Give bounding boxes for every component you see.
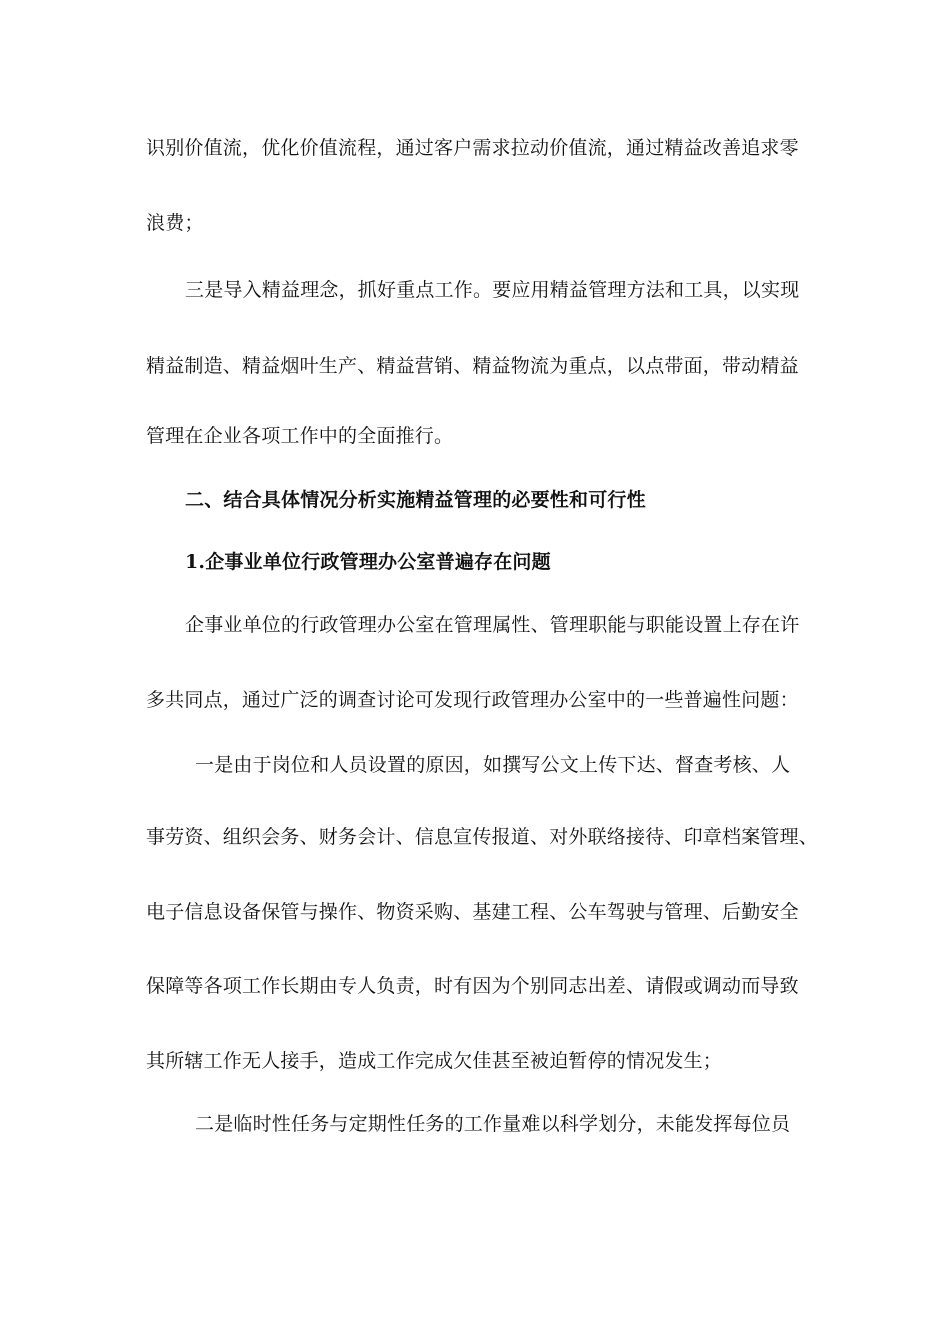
text-line: 管理在企业各项工作中的全面推行。 xyxy=(146,425,454,447)
text-line: 精益制造、精益烟叶生产、精益营销、精益物流为重点，以点带面，带动精益 xyxy=(146,355,799,377)
text-line: 识别价值流，优化价值流程，通过客户需求拉动价值流，通过精益改善追求零 xyxy=(146,137,799,159)
section-heading: 二、结合具体情况分析实施精益管理的必要性和可行性 xyxy=(185,489,646,511)
text-line: 保障等各项工作长期由专人负责，时有因为个别同志出差、请假或调动而导致 xyxy=(146,975,799,997)
text-line: 多共同点，通过广泛的调查讨论可发现行政管理办公室中的一些普遍性问题： xyxy=(146,689,799,711)
text-line: 二是临时性任务与定期性任务的工作量难以科学划分，未能发挥每位员 xyxy=(195,1113,791,1135)
subsection-heading: 1.企事业单位行政管理办公室普遍存在问题 xyxy=(185,551,551,573)
text-line: 三是导入精益理念，抓好重点工作。要应用精益管理方法和工具，以实现 xyxy=(185,279,800,301)
text-line: 事劳资、组织会务、财务会计、信息宣传报道、对外联络接待、印章档案管理、 xyxy=(146,826,819,848)
text-line: 其所辖工作无人接手，造成工作完成欠佳甚至被迫暂停的情况发生； xyxy=(146,1050,723,1072)
text-line: 浪费； xyxy=(146,212,204,234)
text-line: 一是由于岗位和人员设置的原因，如撰写公文上传下达、督查考核、人 xyxy=(195,754,791,776)
text-line: 企事业单位的行政管理办公室在管理属性、管理职能与职能设置上存在许 xyxy=(185,614,800,636)
text-line: 电子信息设备保管与操作、物资采购、基建工程、公车驾驶与管理、后勤安全 xyxy=(146,901,799,923)
